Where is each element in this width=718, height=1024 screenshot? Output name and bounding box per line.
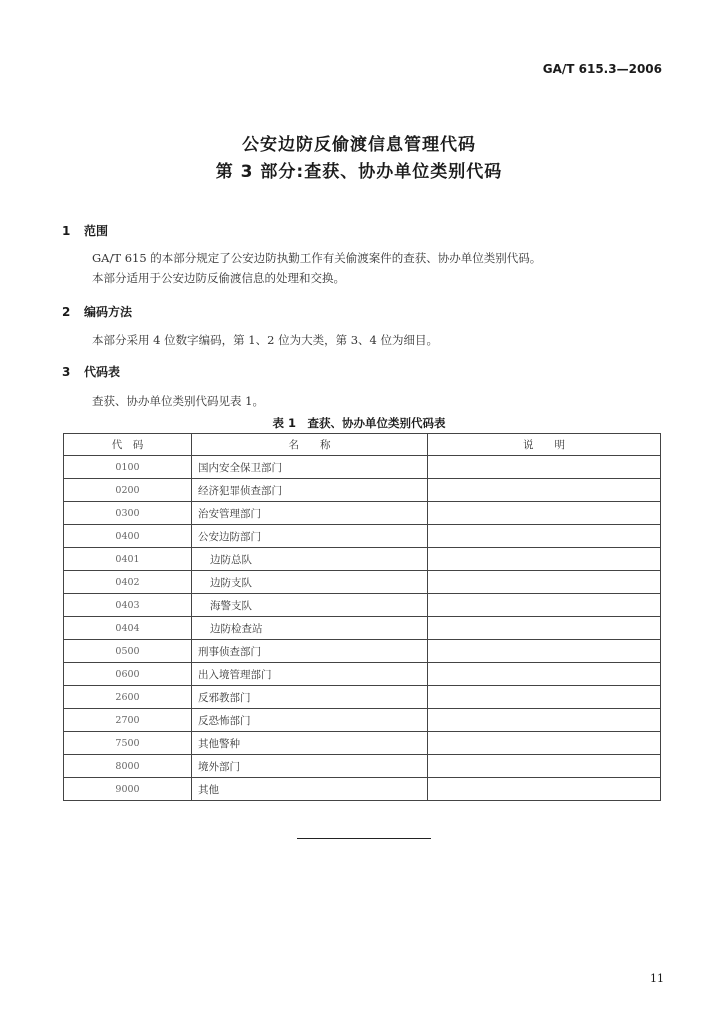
cell-name: 公安边防部门 <box>192 525 428 548</box>
table-row <box>64 594 661 617</box>
section-heading-scope <box>62 222 108 239</box>
section-heading-coding-method <box>62 303 132 320</box>
table-row <box>64 686 661 709</box>
cell-code: 0300 <box>64 502 192 525</box>
table-row <box>64 525 661 548</box>
table-header-row <box>64 434 661 456</box>
section-number: 2 <box>62 305 71 319</box>
cell-name: 反邪教部门 <box>192 686 428 709</box>
cell-code: 0400 <box>64 525 192 548</box>
cell-code: 2700 <box>64 709 192 732</box>
cell-note <box>428 548 661 571</box>
cell-code: 0200 <box>64 479 192 502</box>
paragraph: 本部分采用 4 位数字编码，第 1、2 位为大类，第 3、4 位为细目。 <box>92 333 439 347</box>
table-row <box>64 502 661 525</box>
cell-note <box>428 571 661 594</box>
standard-code: GA/T 615.3—2006 <box>542 62 662 76</box>
cell-code: 8000 <box>64 755 192 778</box>
header-note: 说 明 <box>428 434 661 456</box>
table-row <box>64 640 661 663</box>
section-heading-code-table <box>62 363 120 380</box>
cell-code: 9000 <box>64 778 192 801</box>
document-subtitle: 第 3 部分:查获、协办单位类别代码 <box>215 162 503 182</box>
table-row <box>64 617 661 640</box>
end-rule-divider <box>297 838 431 839</box>
cell-note <box>428 732 661 755</box>
paragraph: 本部分适用于公安边防反偷渡信息的处理和交换。 <box>92 271 345 285</box>
section-title: 代码表 <box>84 365 121 379</box>
cell-name: 治安管理部门 <box>192 502 428 525</box>
cell-name: 边防检查站 <box>192 617 428 640</box>
cell-name: 出入境管理部门 <box>192 663 428 686</box>
section-title: 编码方法 <box>84 305 133 319</box>
cell-note <box>428 617 661 640</box>
header-code: 代 码 <box>64 434 192 456</box>
page-number: 11 <box>650 972 664 985</box>
cell-note <box>428 709 661 732</box>
cell-code: 0402 <box>64 571 192 594</box>
table-row <box>64 732 661 755</box>
cell-note <box>428 594 661 617</box>
cell-note <box>428 502 661 525</box>
table-caption: 表 1 查获、协办单位类别代码表 <box>272 416 446 430</box>
cell-name: 其他警种 <box>192 732 428 755</box>
cell-note <box>428 525 661 548</box>
cell-code: 0404 <box>64 617 192 640</box>
cell-note <box>428 778 661 801</box>
cell-name: 经济犯罪侦查部门 <box>192 479 428 502</box>
table-row <box>64 548 661 571</box>
section-number: 1 <box>62 224 71 238</box>
cell-name: 边防总队 <box>192 548 428 571</box>
cell-note <box>428 456 661 479</box>
cell-code: 7500 <box>64 732 192 755</box>
cell-code: 0600 <box>64 663 192 686</box>
cell-name: 境外部门 <box>192 755 428 778</box>
cell-code: 0100 <box>64 456 192 479</box>
table-row <box>64 778 661 801</box>
cell-code: 0500 <box>64 640 192 663</box>
table-row <box>64 755 661 778</box>
cell-note <box>428 479 661 502</box>
cell-note <box>428 755 661 778</box>
cell-name: 国内安全保卫部门 <box>192 456 428 479</box>
cell-note <box>428 640 661 663</box>
section-title: 范围 <box>84 224 109 238</box>
paragraph: GA/T 615 的本部分规定了公安边防执勤工作有关偷渡案件的查获、协办单位类别代码。 <box>92 251 542 265</box>
table-row <box>64 479 661 502</box>
cell-code: 0401 <box>64 548 192 571</box>
table-row <box>64 456 661 479</box>
table-row <box>64 663 661 686</box>
header-name: 名 称 <box>192 434 428 456</box>
cell-name: 刑事侦查部门 <box>192 640 428 663</box>
cell-note <box>428 663 661 686</box>
paragraph: 查获、协办单位类别代码见表 1。 <box>92 394 264 408</box>
table-row <box>64 571 661 594</box>
table-row <box>64 709 661 732</box>
cell-name: 反恐怖部门 <box>192 709 428 732</box>
cell-note <box>428 686 661 709</box>
section-number: 3 <box>62 365 71 379</box>
cell-name: 其他 <box>192 778 428 801</box>
cell-code: 0403 <box>64 594 192 617</box>
code-table <box>63 433 661 801</box>
cell-name: 边防支队 <box>192 571 428 594</box>
cell-name: 海警支队 <box>192 594 428 617</box>
document-title: 公安边防反偷渡信息管理代码 <box>242 135 476 155</box>
cell-code: 2600 <box>64 686 192 709</box>
